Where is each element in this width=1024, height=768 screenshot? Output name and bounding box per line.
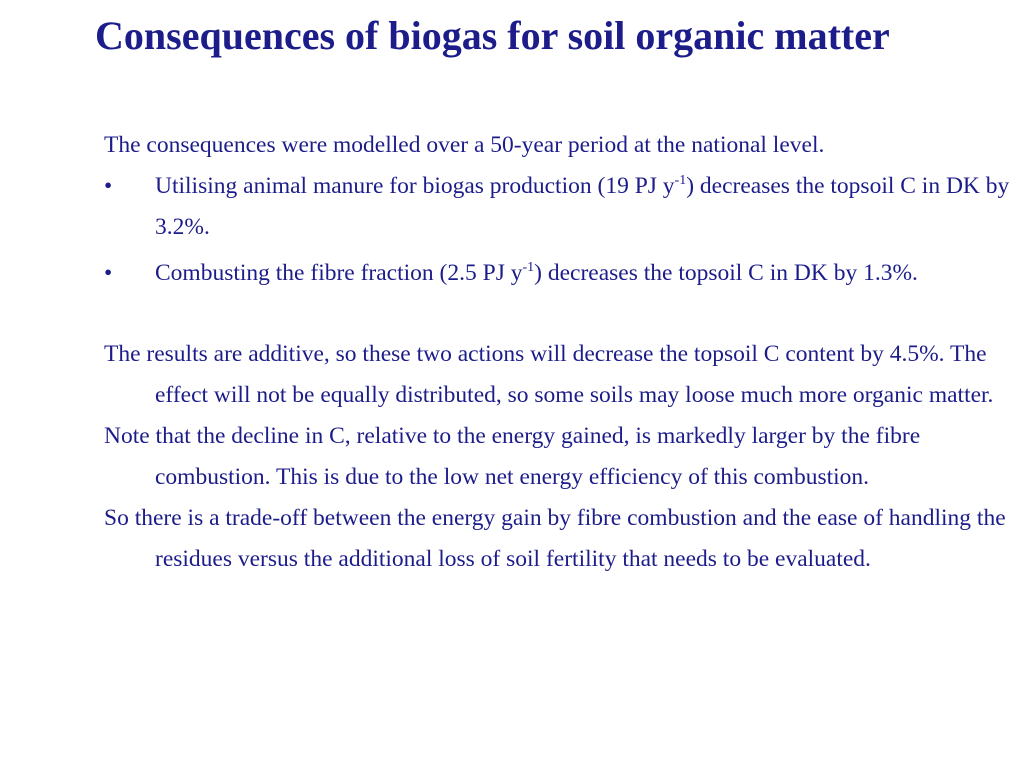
bullet-text-pre: Utilising animal manure for biogas production (19 PJ y bbox=[155, 173, 675, 199]
bullet-text-pre: Combusting the fibre fraction (2.5 PJ y bbox=[155, 260, 523, 286]
bullet-superscript: -1 bbox=[674, 173, 687, 188]
bullet-item-manure bbox=[104, 166, 1019, 248]
slide-body bbox=[104, 125, 1019, 580]
intro-text: The consequences were modelled over a 50-year period at the national level. bbox=[104, 132, 825, 158]
paragraph-decline: Note that the decline in C, relative to the energy gained, is markedly larger by the fibre combustion. This is due to the low net energy efficiency of this combustion. bbox=[104, 423, 921, 490]
bullet-superscript: -1 bbox=[522, 260, 535, 275]
paragraph-trade-off: So there is a trade-off between the energy gain by fibre combustion and the ease of handling the residues versus the additional loss of soil fertility that needs to be evaluated. bbox=[104, 505, 1006, 572]
bullet-text-post: ) decreases the topsoil C in DK by 3.2%. bbox=[155, 173, 1010, 240]
paragraph-additive: The results are additive, so these two actions will decrease the topsoil C content by 4.5%. The effect will not be equally distributed, so some soils may loose much more organic matter. bbox=[104, 341, 994, 408]
bullet-marker: • bbox=[104, 173, 113, 199]
slide-title: Consequences of biogas for soil organic matter bbox=[95, 13, 890, 58]
bullet-marker: • bbox=[104, 260, 113, 286]
bullet-text-post: ) decreases the topsoil C in DK by 1.3%. bbox=[534, 260, 918, 286]
bullet-item-fibre bbox=[104, 253, 1019, 294]
spacer bbox=[104, 294, 1019, 334]
